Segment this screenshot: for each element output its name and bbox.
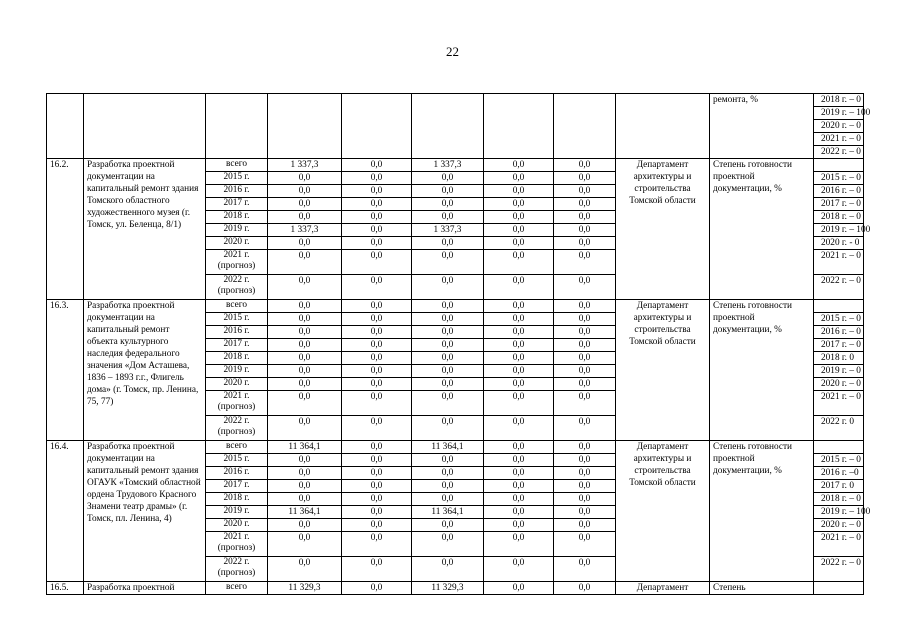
- value-cell: 0,0: [268, 326, 342, 339]
- result-cell: 2016 г. – 0: [814, 185, 864, 198]
- value-cell: 0,0: [412, 378, 484, 391]
- value-cell: 0,0: [412, 185, 484, 198]
- result-cell: 2022 г. – 0: [814, 275, 864, 300]
- value-cell: 1 337,3: [412, 159, 484, 172]
- executor-cell: Департамент архитектуры и строительства Томской области: [616, 441, 710, 582]
- activity-title-cell: Разработка проектной документации на капитальный ремонт здания ОГАУК «Томский областной ордена Трудового Красного Знамени театр драмы» (г. Томск, пл. Ленина, 4): [84, 441, 206, 582]
- result-cell: 2022 г. – 0: [814, 146, 864, 159]
- value-cell: 0,0: [554, 378, 616, 391]
- value-cell: 0,0: [342, 519, 412, 532]
- result-cell: 2021 г. – 0: [814, 250, 864, 275]
- value-cell: 0,0: [412, 454, 484, 467]
- value-cell: 11 364,1: [412, 506, 484, 519]
- value-cell: 0,0: [268, 185, 342, 198]
- result-cell: [814, 582, 864, 595]
- value-cell: 0,0: [342, 185, 412, 198]
- result-cell: 2020 г. - 0: [814, 237, 864, 250]
- value-cell: 0,0: [342, 557, 412, 582]
- value-cell: 0,0: [412, 557, 484, 582]
- value-cell: 0,0: [484, 378, 554, 391]
- value-cell: 0,0: [412, 300, 484, 313]
- value-cell: 0,0: [268, 416, 342, 441]
- year-cell: 2022 г. (прогноз): [206, 416, 268, 441]
- result-cell: 2016 г. –0: [814, 467, 864, 480]
- result-cell: 2019 г. – 100: [814, 506, 864, 519]
- program-activities-table: [46, 93, 871, 595]
- indicator-cell: Степень готовности проектной документации, %: [710, 300, 814, 441]
- value-cell: 0,0: [554, 250, 616, 275]
- value-cell: 0,0: [484, 224, 554, 237]
- item-number-cell: 16.5.: [47, 582, 84, 595]
- value-cell: 0,0: [268, 467, 342, 480]
- value-cell: 0,0: [484, 557, 554, 582]
- value-cell: 0,0: [484, 493, 554, 506]
- table-row: [47, 441, 864, 454]
- value-cell: 0,0: [342, 441, 412, 454]
- value-cell: 11 329,3: [412, 582, 484, 595]
- value-cell: 0,0: [342, 172, 412, 185]
- item-number-cell: 16.3.: [47, 300, 84, 441]
- result-cell: 2019 г. – 100: [814, 224, 864, 237]
- year-cell: 2021 г. (прогноз): [206, 532, 268, 557]
- result-cell: [814, 159, 864, 172]
- value-cell: 0,0: [412, 211, 484, 224]
- indicator-cell: Степень готовности проектной документации, %: [710, 159, 814, 300]
- value-cell: 0,0: [412, 275, 484, 300]
- value-cell: 0,0: [554, 391, 616, 416]
- result-cell: 2020 г. – 0: [814, 519, 864, 532]
- year-cell: всего: [206, 159, 268, 172]
- value-cell: 0,0: [268, 519, 342, 532]
- year-cell: 2017 г.: [206, 339, 268, 352]
- value-cell: 0,0: [554, 339, 616, 352]
- value-cell: 0,0: [554, 582, 616, 595]
- value-cell: 0,0: [554, 300, 616, 313]
- value-cell: 0,0: [554, 313, 616, 326]
- value-cell: 0,0: [484, 506, 554, 519]
- value-cell: 0,0: [412, 365, 484, 378]
- year-cell: 2016 г.: [206, 185, 268, 198]
- value-cell: 0,0: [554, 454, 616, 467]
- item-number-cell: 16.4.: [47, 441, 84, 582]
- value-cell: 0,0: [484, 211, 554, 224]
- year-cell: 2022 г. (прогноз): [206, 557, 268, 582]
- result-cell: 2015 г. – 0: [814, 172, 864, 185]
- value-cell: 0,0: [268, 480, 342, 493]
- value-cell: 0,0: [342, 250, 412, 275]
- value-cell: 0,0: [412, 237, 484, 250]
- result-cell: 2017 г. – 0: [814, 198, 864, 211]
- value-cell: 0,0: [268, 532, 342, 557]
- year-cell: 2015 г.: [206, 172, 268, 185]
- value-cell: 0,0: [484, 416, 554, 441]
- value-cell: 0,0: [484, 352, 554, 365]
- year-cell: 2015 г.: [206, 454, 268, 467]
- value-cell: 0,0: [484, 454, 554, 467]
- value-cell: 0,0: [484, 582, 554, 595]
- result-cell: 2017 г. – 0: [814, 339, 864, 352]
- indicator-cell: Степень готовности проектной документации, %: [710, 441, 814, 582]
- result-cell: 2015 г. – 0: [814, 313, 864, 326]
- value-cell: 0,0: [342, 506, 412, 519]
- value-cell: 0,0: [484, 391, 554, 416]
- value-cell: 0,0: [554, 352, 616, 365]
- value-cell: 0,0: [342, 493, 412, 506]
- value-cell: 0,0: [484, 313, 554, 326]
- value-cell: 0,0: [342, 300, 412, 313]
- year-cell: 2020 г.: [206, 378, 268, 391]
- value-cell: 0,0: [268, 300, 342, 313]
- value-cell: 0,0: [554, 493, 616, 506]
- year-cell: всего: [206, 582, 268, 595]
- year-cell: 2017 г.: [206, 480, 268, 493]
- result-cell: [814, 300, 864, 313]
- year-cell: 2019 г.: [206, 224, 268, 237]
- value-cell: 0,0: [268, 275, 342, 300]
- executor-cell: [616, 94, 710, 159]
- item-number-cell: [47, 94, 84, 159]
- value-cell: 0,0: [412, 519, 484, 532]
- value-cell: [554, 94, 616, 159]
- value-cell: 0,0: [268, 493, 342, 506]
- value-cell: 0,0: [484, 172, 554, 185]
- value-cell: 0,0: [484, 326, 554, 339]
- value-cell: 0,0: [268, 391, 342, 416]
- value-cell: 0,0: [484, 185, 554, 198]
- result-cell: 2021 г. – 0: [814, 532, 864, 557]
- activity-title-cell: Разработка проектной: [84, 582, 206, 595]
- value-cell: 0,0: [554, 467, 616, 480]
- value-cell: 0,0: [554, 224, 616, 237]
- indicator-cell: ремонта, %: [710, 94, 814, 159]
- value-cell: 0,0: [342, 532, 412, 557]
- value-cell: 0,0: [342, 467, 412, 480]
- result-cell: 2021 г. – 0: [814, 391, 864, 416]
- value-cell: 1 337,3: [268, 224, 342, 237]
- value-cell: 0,0: [342, 275, 412, 300]
- value-cell: 0,0: [484, 519, 554, 532]
- value-cell: 0,0: [268, 313, 342, 326]
- year-cell: 2016 г.: [206, 326, 268, 339]
- value-cell: 11 364,1: [412, 441, 484, 454]
- value-cell: 0,0: [412, 352, 484, 365]
- value-cell: 0,0: [412, 250, 484, 275]
- value-cell: 0,0: [342, 326, 412, 339]
- year-cell: 2020 г.: [206, 237, 268, 250]
- value-cell: 0,0: [554, 237, 616, 250]
- value-cell: 0,0: [484, 480, 554, 493]
- value-cell: 1 337,3: [412, 224, 484, 237]
- value-cell: 0,0: [412, 326, 484, 339]
- year-cell: всего: [206, 441, 268, 454]
- executor-cell: Департамент: [616, 582, 710, 595]
- value-cell: 0,0: [342, 159, 412, 172]
- value-cell: 0,0: [484, 441, 554, 454]
- value-cell: 0,0: [484, 250, 554, 275]
- value-cell: 0,0: [412, 416, 484, 441]
- value-cell: 0,0: [554, 172, 616, 185]
- year-cell: 2016 г.: [206, 467, 268, 480]
- value-cell: 0,0: [484, 532, 554, 557]
- activity-title-cell: Разработка проектной документации на капитальный ремонт здания Томского областного художественного музея (г. Томск, ул. Беленца, 8/1): [84, 159, 206, 300]
- value-cell: 0,0: [412, 480, 484, 493]
- value-cell: 0,0: [554, 506, 616, 519]
- value-cell: 0,0: [554, 159, 616, 172]
- table-row: [47, 582, 864, 595]
- result-cell: 2016 г. – 0: [814, 326, 864, 339]
- year-cell: 2020 г.: [206, 519, 268, 532]
- value-cell: 0,0: [554, 532, 616, 557]
- year-cell: 2015 г.: [206, 313, 268, 326]
- value-cell: 0,0: [554, 275, 616, 300]
- value-cell: 0,0: [484, 198, 554, 211]
- value-cell: 0,0: [554, 211, 616, 224]
- value-cell: 0,0: [268, 198, 342, 211]
- value-cell: 0,0: [268, 237, 342, 250]
- result-cell: 2020 г. – 0: [814, 378, 864, 391]
- indicator-cell: Степень: [710, 582, 814, 595]
- value-cell: [268, 94, 342, 159]
- table-row: [47, 94, 864, 107]
- value-cell: [484, 94, 554, 159]
- value-cell: 0,0: [342, 365, 412, 378]
- value-cell: [342, 94, 412, 159]
- result-cell: 2017 г. 0: [814, 480, 864, 493]
- result-cell: 2022 г. – 0: [814, 557, 864, 582]
- value-cell: 0,0: [554, 326, 616, 339]
- year-cell: 2021 г. (прогноз): [206, 391, 268, 416]
- result-cell: 2018 г. – 0: [814, 211, 864, 224]
- value-cell: [206, 94, 268, 159]
- year-cell: 2019 г.: [206, 506, 268, 519]
- value-cell: 0,0: [484, 467, 554, 480]
- value-cell: 0,0: [484, 275, 554, 300]
- value-cell: 0,0: [268, 339, 342, 352]
- year-cell: всего: [206, 300, 268, 313]
- value-cell: 0,0: [484, 300, 554, 313]
- year-cell: 2021 г. (прогноз): [206, 250, 268, 275]
- executor-cell: Департамент архитектуры и строительства Томской области: [616, 159, 710, 300]
- year-cell: 2018 г.: [206, 352, 268, 365]
- value-cell: 0,0: [268, 557, 342, 582]
- value-cell: 0,0: [268, 378, 342, 391]
- value-cell: 0,0: [342, 237, 412, 250]
- value-cell: 0,0: [554, 185, 616, 198]
- value-cell: 0,0: [484, 339, 554, 352]
- value-cell: 0,0: [554, 557, 616, 582]
- value-cell: 0,0: [342, 339, 412, 352]
- value-cell: 0,0: [342, 378, 412, 391]
- value-cell: 0,0: [484, 159, 554, 172]
- year-cell: 2018 г.: [206, 211, 268, 224]
- activity-title-cell: Разработка проектной документации на капитальный ремонт объекта культурного наследия федерального значения «Дом Асташева, 1836 – 1893 г.г., Флигель дома» (г. Томск, пр. Ленина, 75, 77): [84, 300, 206, 441]
- value-cell: 0,0: [412, 467, 484, 480]
- value-cell: 0,0: [554, 416, 616, 441]
- value-cell: 0,0: [342, 198, 412, 211]
- value-cell: 0,0: [342, 352, 412, 365]
- value-cell: 0,0: [412, 172, 484, 185]
- value-cell: 0,0: [342, 582, 412, 595]
- value-cell: 0,0: [554, 198, 616, 211]
- value-cell: 0,0: [484, 365, 554, 378]
- value-cell: 0,0: [342, 416, 412, 441]
- value-cell: 0,0: [342, 391, 412, 416]
- table-row: [47, 159, 864, 172]
- value-cell: 11 329,3: [268, 582, 342, 595]
- value-cell: 0,0: [342, 224, 412, 237]
- value-cell: 0,0: [342, 313, 412, 326]
- value-cell: 0,0: [342, 480, 412, 493]
- item-number-cell: 16.2.: [47, 159, 84, 300]
- page-number: 22: [446, 44, 459, 59]
- value-cell: 0,0: [268, 454, 342, 467]
- result-cell: 2015 г. – 0: [814, 454, 864, 467]
- value-cell: 0,0: [412, 532, 484, 557]
- table-row: [47, 300, 864, 313]
- result-cell: 2018 г. 0: [814, 352, 864, 365]
- value-cell: 0,0: [554, 480, 616, 493]
- result-cell: 2019 г. – 100: [814, 107, 864, 120]
- year-cell: 2022 г. (прогноз): [206, 275, 268, 300]
- value-cell: 0,0: [268, 172, 342, 185]
- year-cell: 2018 г.: [206, 493, 268, 506]
- result-cell: 2020 г. – 0: [814, 120, 864, 133]
- result-cell: 2018 г. – 0: [814, 493, 864, 506]
- value-cell: 0,0: [268, 352, 342, 365]
- value-cell: 0,0: [554, 365, 616, 378]
- value-cell: 0,0: [412, 339, 484, 352]
- value-cell: 0,0: [412, 313, 484, 326]
- year-cell: 2019 г.: [206, 365, 268, 378]
- value-cell: 0,0: [342, 454, 412, 467]
- value-cell: 0,0: [412, 391, 484, 416]
- result-cell: 2019 г. – 0: [814, 365, 864, 378]
- executor-cell: Департамент архитектуры и строительства Томской области: [616, 300, 710, 441]
- value-cell: 1 337,3: [268, 159, 342, 172]
- value-cell: 0,0: [412, 198, 484, 211]
- value-cell: 0,0: [268, 365, 342, 378]
- value-cell: 0,0: [342, 211, 412, 224]
- result-cell: 2018 г. – 0: [814, 94, 864, 107]
- value-cell: 11 364,1: [268, 441, 342, 454]
- value-cell: 0,0: [484, 237, 554, 250]
- result-cell: [814, 441, 864, 454]
- activity-title-cell: [84, 94, 206, 159]
- result-cell: 2022 г. 0: [814, 416, 864, 441]
- value-cell: 11 364,1: [268, 506, 342, 519]
- value-cell: 0,0: [554, 519, 616, 532]
- year-cell: 2017 г.: [206, 198, 268, 211]
- value-cell: 0,0: [268, 211, 342, 224]
- value-cell: 0,0: [268, 250, 342, 275]
- value-cell: [412, 94, 484, 159]
- value-cell: 0,0: [412, 493, 484, 506]
- result-cell: 2021 г. – 0: [814, 133, 864, 146]
- value-cell: 0,0: [554, 441, 616, 454]
